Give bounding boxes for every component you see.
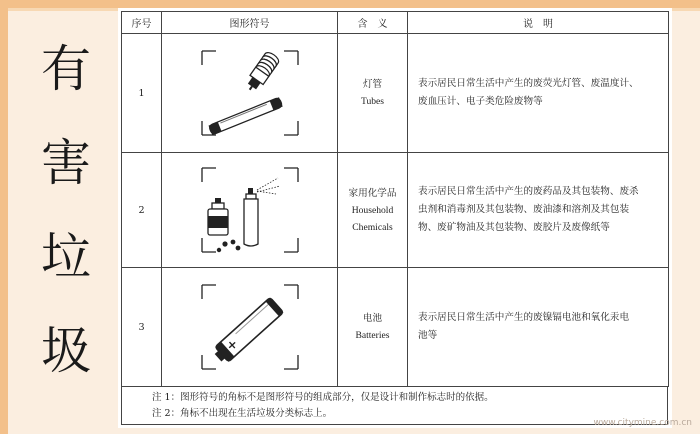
note-2: 注 2：角标不出现在生活垃圾分类标志上。 <box>152 408 333 419</box>
site-watermark: www.citymine.com.cn <box>593 418 692 428</box>
symbol-cell <box>162 34 338 153</box>
meaning-cell <box>338 153 408 268</box>
meaning-zh: 家用化学品 <box>348 187 397 199</box>
description-line: 物、废矿物油及其包装物、废胶片及废像纸等 <box>418 222 610 233</box>
description-cell <box>408 34 669 153</box>
meaning-zh: 灯管 <box>362 79 383 90</box>
meaning-en: Batteries <box>355 330 390 341</box>
note-1: 注 1：图形符号的角标不是图形符号的组成部分，仅是设计和制作标志时的依据。 <box>152 392 494 403</box>
meaning-en: Tubes <box>360 96 385 107</box>
meaning-en: Household <box>351 204 394 216</box>
row-number: 2 <box>122 153 162 268</box>
header-number: 序号 <box>122 12 162 34</box>
symbol-cell <box>162 153 338 268</box>
frame-left-bar <box>0 0 8 434</box>
description-line: 废血压计、电子类危险废物等 <box>418 96 543 107</box>
description-line: 池等 <box>418 330 438 341</box>
description-line: 虫剂和消毒剂及其包装物、废油漆和溶剂及其包装 <box>418 204 630 215</box>
description-cell <box>408 153 669 268</box>
meaning-cell <box>338 268 408 387</box>
side-title <box>26 40 106 380</box>
table-row <box>122 34 669 153</box>
header-symbol: 图形符号 <box>162 12 338 34</box>
meaning-zh: 电池 <box>362 313 383 324</box>
table-row <box>122 153 669 268</box>
description-line: 表示居民日常生活中产生的废药品及其包装物、废杀 <box>418 186 639 197</box>
notes-section <box>121 387 668 425</box>
document-sheet <box>118 8 672 428</box>
medicine-bottle-spray-can-icon <box>198 164 302 256</box>
fluorescent-lamp-thermometer-icon <box>198 47 302 139</box>
symbol-cell <box>162 268 338 387</box>
meaning-cell <box>338 34 408 153</box>
header-meaning: 含 义 <box>338 12 408 34</box>
battery-icon <box>198 281 302 373</box>
side-title-char: 圾 <box>41 322 91 380</box>
row-number: 1 <box>122 34 162 153</box>
frame-top-bar <box>0 0 700 8</box>
header-description: 说 明 <box>408 12 669 34</box>
meaning-en: Chemicals <box>352 221 393 233</box>
row-number: 3 <box>122 268 162 387</box>
side-title-char: 有 <box>41 40 91 98</box>
side-title-char: 垃 <box>41 228 91 286</box>
description-line: 表示居民日常生活中产生的废镍镉电池和氧化汞电 <box>418 312 630 323</box>
side-title-char: 害 <box>41 134 91 192</box>
description-cell <box>408 268 669 387</box>
table-row <box>122 268 669 387</box>
classification-table <box>121 11 669 387</box>
description-line: 表示居民日常生活中产生的废荧光灯管、废温度计、 <box>418 78 639 89</box>
